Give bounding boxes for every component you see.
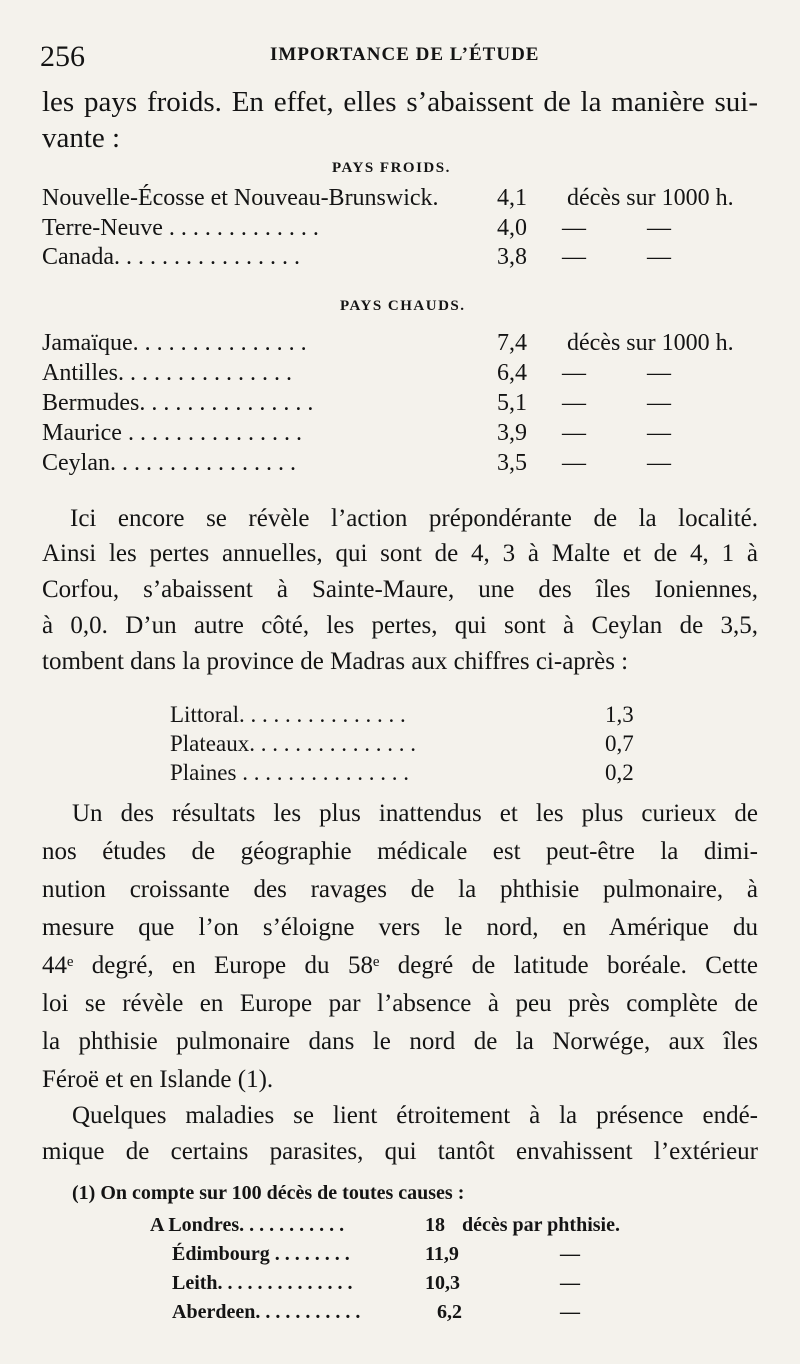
- ditto-mark: —: [647, 420, 671, 446]
- table-row: [42, 360, 762, 390]
- table-row: [170, 702, 670, 732]
- table-row: [42, 420, 762, 450]
- country-name: Maurice . . . . . . . . . . . . . . .: [42, 420, 302, 446]
- paragraph-line: 44ᵉ degré, en Europe du 58ᵉ degré de latitude boréale. Cette: [42, 952, 758, 979]
- table-row: [42, 244, 762, 274]
- text-line: les pays froids. En effet, elles s’abaissent de la manière sui-: [42, 86, 758, 118]
- phthisis-rate: 11,9: [425, 1243, 459, 1265]
- phthisis-rate: 10,3: [425, 1272, 460, 1294]
- paragraph-line: Quelques maladies se lient étroitement à la présence endé-: [72, 1102, 758, 1129]
- rate-unit: décès sur 1000 h.: [567, 330, 734, 356]
- country-name: Nouvelle-Écosse et Nouveau-Brunswick.: [42, 185, 439, 211]
- section-title-hot: PAYS CHAUDS.: [340, 298, 466, 314]
- table-row: [42, 450, 762, 480]
- death-rate: 0,2: [605, 760, 634, 785]
- city-name: Aberdeen. . . . . . . . . . .: [172, 1301, 361, 1323]
- country-name: Terre-Neuve . . . . . . . . . . . . .: [42, 215, 319, 241]
- ditto-mark: —: [647, 215, 671, 241]
- table-row: [170, 760, 670, 790]
- city-name: Leith. . . . . . . . . . . . . .: [172, 1272, 353, 1294]
- death-rate: 4,0: [497, 215, 527, 241]
- death-rate: 1,3: [605, 702, 634, 727]
- country-name: Ceylan. . . . . . . . . . . . . . . .: [42, 450, 296, 476]
- paragraph-line: Féroë et en Islande (1).: [42, 1066, 274, 1093]
- ditto-mark: —: [647, 450, 671, 476]
- death-rate: 7,4: [497, 330, 527, 356]
- paragraph-line: mique de certains parasites, qui tantôt envahissent l’extérieur: [42, 1138, 758, 1165]
- table-row: [170, 731, 670, 761]
- ditto-mark: —: [562, 450, 586, 476]
- text-line: vante :: [42, 122, 121, 154]
- rate-note: —: [560, 1243, 580, 1265]
- table-row: [42, 185, 762, 215]
- death-rate: 3,9: [497, 420, 527, 446]
- paragraph-line: tombent dans la province de Madras aux chiffres ci-après :: [42, 648, 629, 675]
- paragraph-line: Ainsi les pertes annuelles, qui sont de 4, 3 à Malte et de 4, 1 à: [42, 540, 758, 567]
- ditto-mark: —: [647, 390, 671, 416]
- region-name: Plateaux. . . . . . . . . . . . . . .: [170, 731, 416, 756]
- ditto-mark: —: [562, 420, 586, 446]
- rate-unit: décès sur 1000 h.: [567, 185, 734, 211]
- paragraph-line: nos études de géographie médicale est peut-être la dimi-: [42, 838, 758, 865]
- footnote-row: [172, 1272, 692, 1300]
- footnote-row: [172, 1243, 692, 1271]
- rate-note: —: [560, 1301, 580, 1323]
- ditto-mark: —: [562, 244, 586, 270]
- death-rate: 5,1: [497, 390, 527, 416]
- death-rate: 0,7: [605, 731, 634, 756]
- footnote-row: [172, 1301, 692, 1329]
- paragraph-line: mesure que l’on s’éloigne vers le nord, en Amérique du: [42, 914, 758, 941]
- paragraph-line: Ici encore se révèle l’action prépondérante de la localité.: [70, 505, 758, 532]
- country-name: Canada. . . . . . . . . . . . . . . .: [42, 244, 300, 270]
- country-name: Antilles. . . . . . . . . . . . . . .: [42, 360, 292, 386]
- page-header: [40, 38, 760, 78]
- footnote-intro: (1) On compte sur 100 décès de toutes causes :: [72, 1182, 465, 1204]
- country-name: Bermudes. . . . . . . . . . . . . . .: [42, 390, 314, 416]
- section-title-cold: PAYS FROIDS.: [332, 160, 451, 176]
- page-number: 256: [40, 40, 85, 73]
- death-rate: 3,8: [497, 244, 527, 270]
- ditto-mark: —: [562, 390, 586, 416]
- paragraph-line: la phthisie pulmonaire dans le nord de la Norwége, aux îles: [42, 1028, 758, 1055]
- city-name: Édimbourg . . . . . . . .: [172, 1243, 350, 1265]
- city-name: A Londres. . . . . . . . . . .: [150, 1214, 345, 1236]
- death-rate: 3,5: [497, 450, 527, 476]
- rate-note: —: [560, 1272, 580, 1294]
- table-row: [42, 330, 762, 360]
- ditto-mark: —: [562, 215, 586, 241]
- table-row: [42, 215, 762, 245]
- ditto-mark: —: [647, 244, 671, 270]
- paragraph-line: loi se révèle en Europe par l’absence à peu près complète de: [42, 990, 758, 1017]
- paragraph-line: Un des résultats les plus inattendus et les plus curieux de: [72, 800, 758, 827]
- paragraph-line: nution croissante des ravages de la phthisie pulmonaire, à: [42, 876, 758, 903]
- country-name: Jamaïque. . . . . . . . . . . . . . .: [42, 330, 307, 356]
- footnote-row: [150, 1214, 670, 1242]
- paragraph-line: à 0,0. D’un autre côté, les pertes, qui sont à Ceylan de 3,5,: [42, 612, 758, 639]
- death-rate: 6,4: [497, 360, 527, 386]
- rate-note: décès par phthisie.: [462, 1214, 620, 1236]
- region-name: Littoral. . . . . . . . . . . . . . .: [170, 702, 406, 727]
- region-name: Plaines . . . . . . . . . . . . . . .: [170, 760, 409, 785]
- table-row: [42, 390, 762, 420]
- ditto-mark: —: [647, 360, 671, 386]
- death-rate: 4,1: [497, 185, 527, 211]
- phthisis-rate: 18: [425, 1214, 445, 1236]
- running-title: IMPORTANCE DE L’ÉTUDE: [270, 44, 540, 65]
- ditto-mark: —: [562, 360, 586, 386]
- phthisis-rate: 6,2: [437, 1301, 462, 1323]
- paragraph-line: Corfou, s’abaissent à Sainte-Maure, une des îles Ioniennes,: [42, 576, 758, 603]
